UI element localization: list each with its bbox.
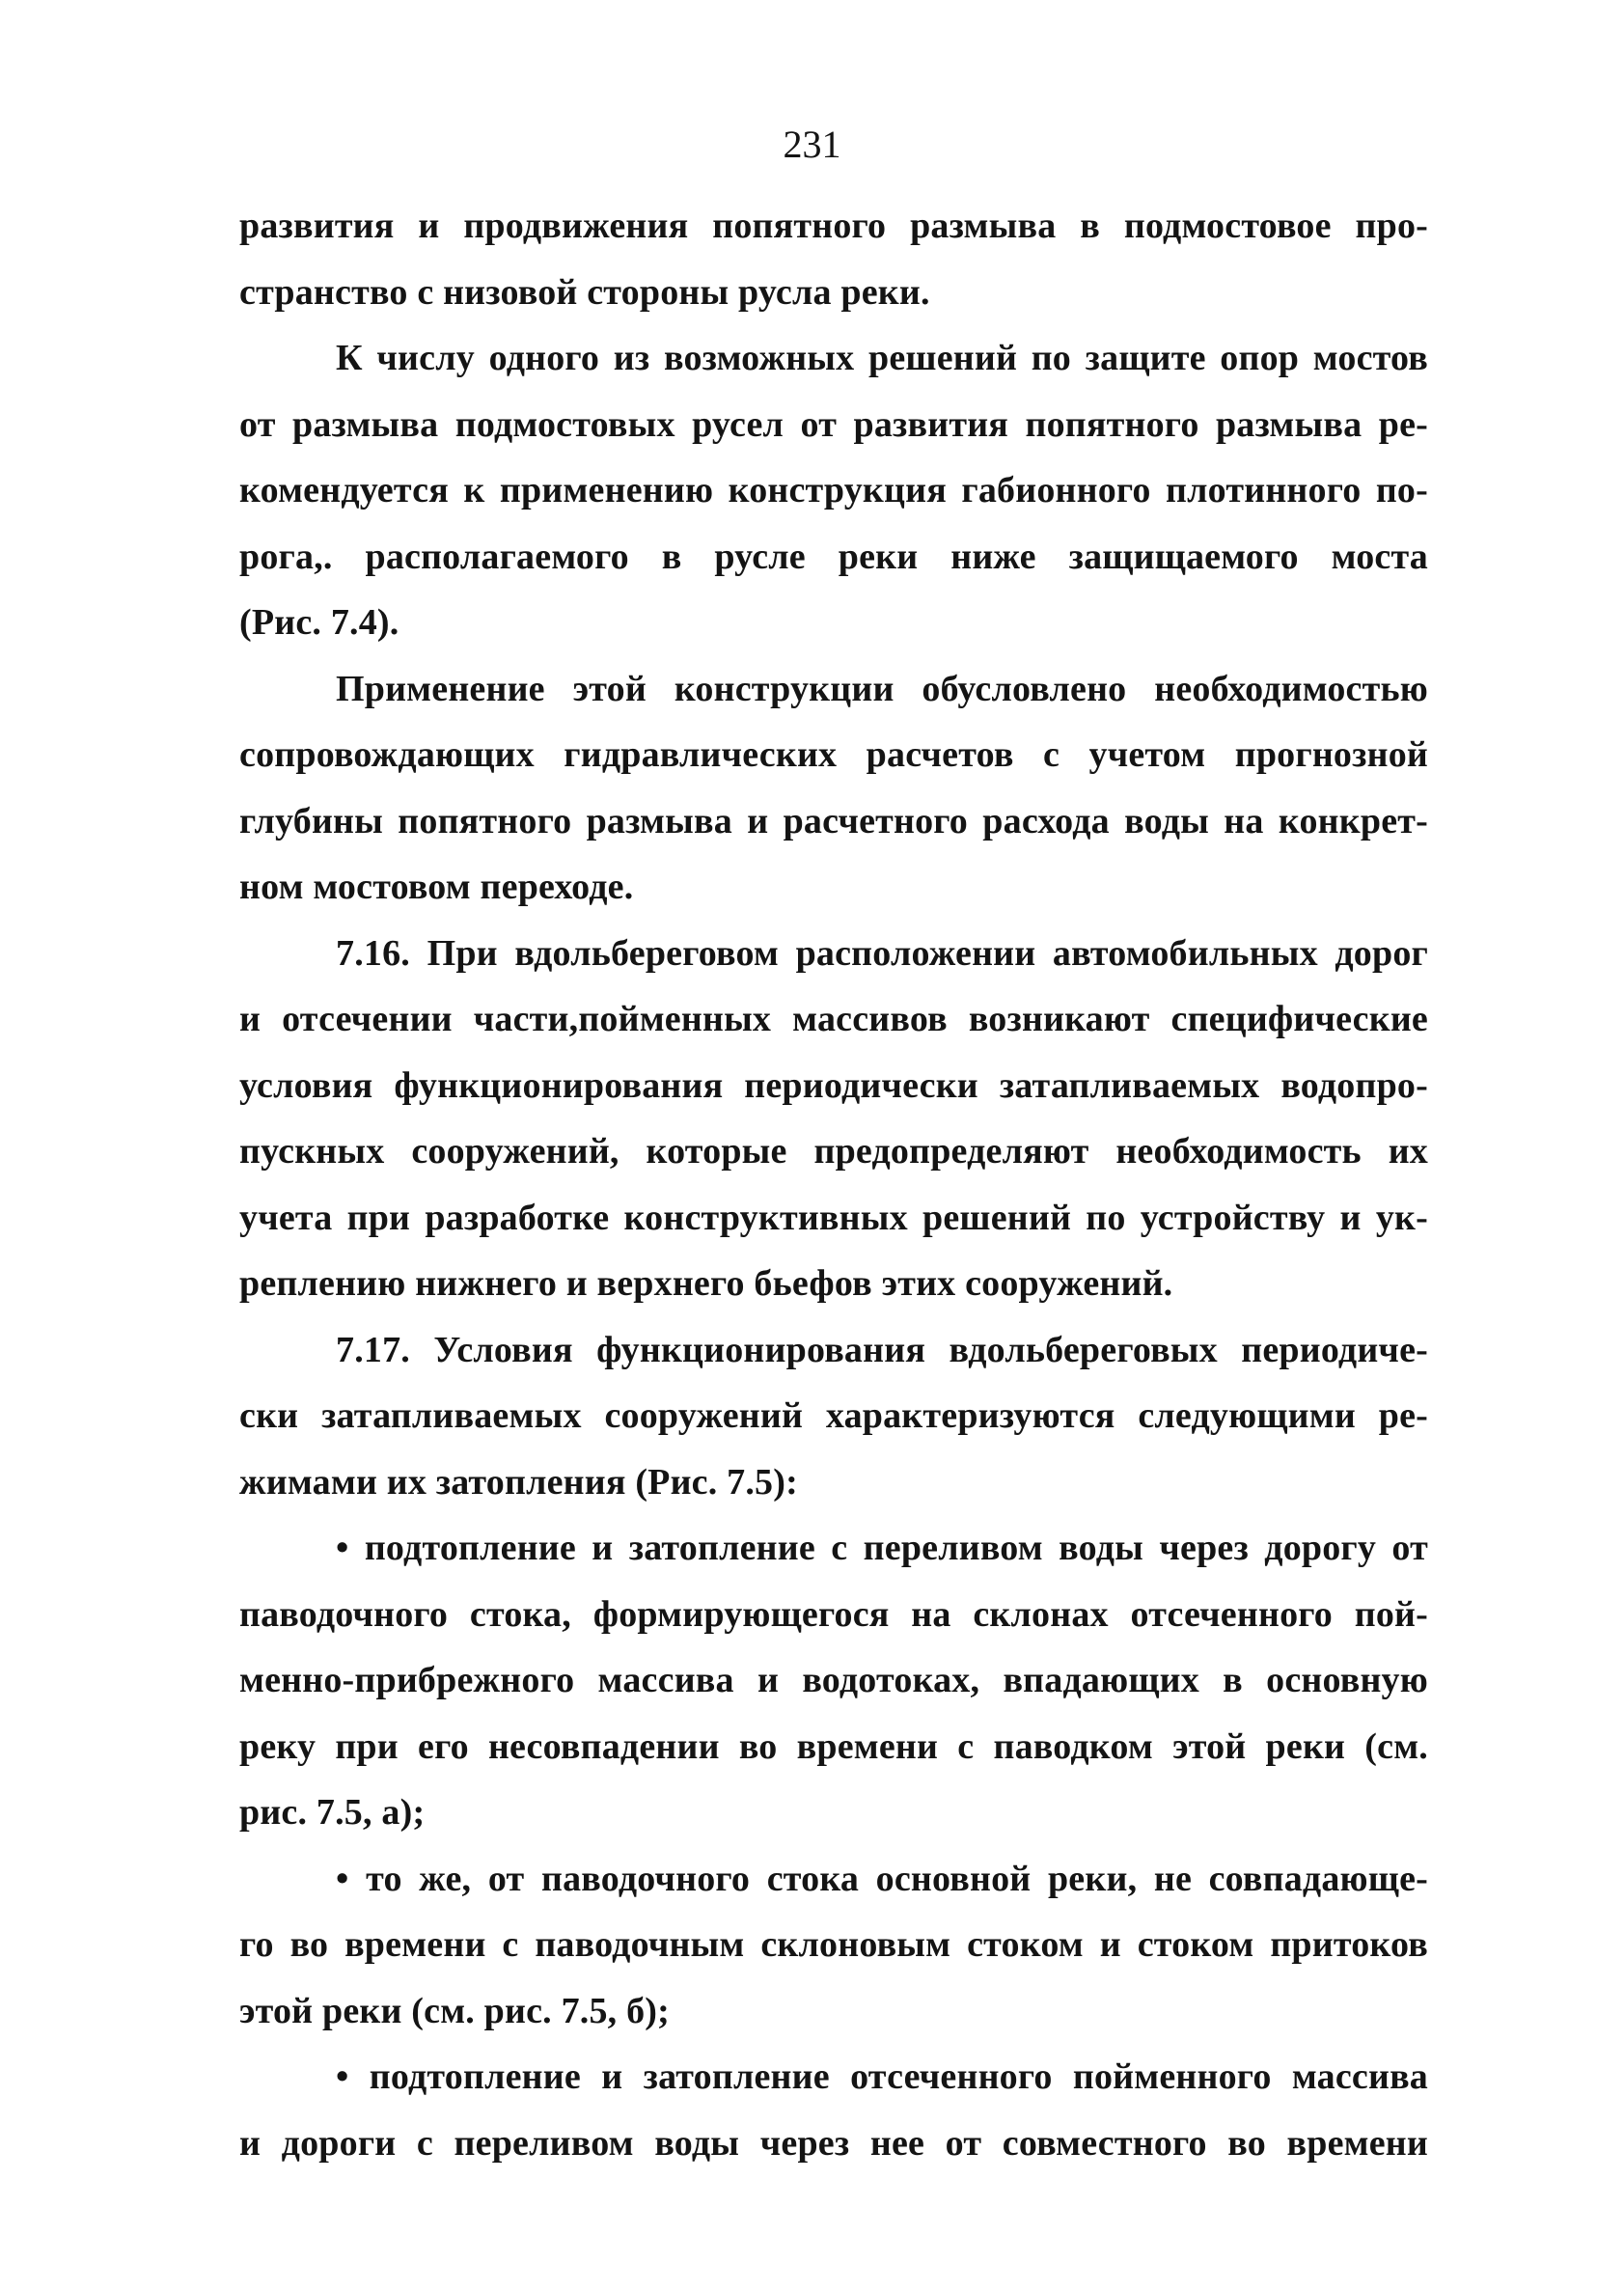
text-line: ски затапливаемых сооружений характеризуются следующими ре-: [239, 1395, 1428, 1436]
page-number: 231: [783, 123, 841, 166]
text-line: от размыва подмостовых русел от развития попятного размыва ре-: [239, 403, 1428, 445]
bullet-line: • подтопление и затопление отсеченного пойменного массива: [336, 2056, 1428, 2097]
text-line: учета при разработке конструктивных решений по устройству и ук-: [239, 1197, 1428, 1238]
bullet-line: • то же, от паводочного стока основной реки, не совпадающе-: [336, 1858, 1428, 1899]
text-line: жимами их затопления (Рис. 7.5):: [239, 1461, 798, 1503]
text-line: менно-прибрежного массива и водотоках, впадающих в основную: [239, 1660, 1428, 1700]
text-line: рога,. располагаемого в русле реки ниже защищаемого моста: [239, 536, 1428, 577]
text-line: рис. 7.5, а);: [239, 1792, 426, 1833]
text-line: го во времени с паводочным склоновым стоком и стоком притоков: [239, 1924, 1428, 1965]
text-line: 7.17. Условия функционирования вдольбереговых периодиче-: [336, 1329, 1428, 1370]
text-line: пускных сооружений, которые предопределяют необходимость их: [239, 1131, 1428, 1172]
body-text: [239, 193, 1428, 2176]
text-line: 7.16. При вдольбереговом расположении автомобильных дорог: [336, 932, 1428, 974]
text-line: развития и продвижения попятного размыва в подмостовое про-: [239, 206, 1428, 246]
text-line: реплению нижнего и верхнего бьефов этих сооружений.: [239, 1263, 1173, 1304]
text-line: паводочного стока, формирующегося на склонах отсеченного пой-: [239, 1593, 1428, 1635]
text-line: условия функционирования периодически затапливаемых водопро-: [239, 1064, 1428, 1106]
text-line: К числу одного из возможных решений по защите опор мостов: [336, 338, 1428, 378]
text-line: этой реки (см. рис. 7.5, б);: [239, 1990, 670, 2031]
text-line: (Рис. 7.4).: [239, 602, 399, 643]
bullet-line: • подтопление и затопление с переливом воды через дорогу от: [336, 1528, 1428, 1568]
text-line: комендуется к применению конструкция габионного плотинного по-: [239, 470, 1428, 510]
text-line: Применение этой конструкции обусловлено необходимостью: [336, 668, 1428, 709]
text-line: реку при его несовпадении во времени с паводком этой реки (см.: [239, 1725, 1428, 1767]
text-line: глубины попятного размыва и расчетного расхода воды на конкрет-: [239, 800, 1428, 842]
text-line: и дороги с переливом воды через нее от совместного во времени: [239, 2122, 1428, 2164]
text-line: сопровождающих гидравлических расчетов с учетом прогнозной: [239, 734, 1428, 775]
text-line: ном мостовом переходе.: [239, 867, 634, 907]
text-line: странство с низовой стороны русла реки.: [239, 271, 930, 313]
text-line: и отсечении части,пойменных массивов возникают специфические: [239, 999, 1428, 1039]
